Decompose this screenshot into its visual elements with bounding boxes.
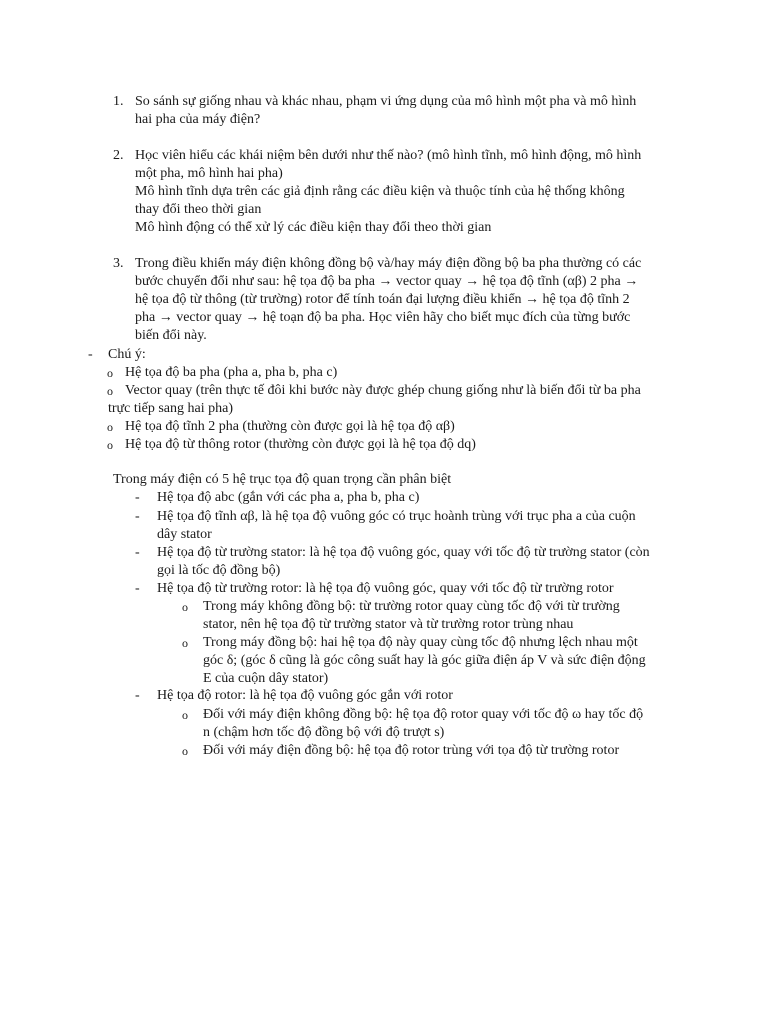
coords-subitem (203, 634, 677, 688)
text-line: Hệ tọa độ từ trường stator: là hệ tọa độ vuông góc, quay với tốc độ từ trường stator (còn (157, 545, 650, 560)
question-text (135, 93, 683, 129)
circle-bullet-icon: o (182, 744, 188, 758)
dash-bullet: - (135, 688, 140, 703)
dash-bullet: - (135, 490, 140, 505)
coords-subitem (203, 598, 677, 634)
circle-bullet-icon: o (107, 384, 113, 398)
note-item: Hệ tọa độ từ thông rotor (thường còn được gọi là hệ tọa độ dq) (125, 437, 476, 452)
circle-bullet-icon: o (107, 420, 113, 434)
text-line: Vector quay (trên thực tế đôi khi bước này được ghép chung giống như là biến đổi từ ba pha (125, 383, 641, 398)
text-line: hệ tọa độ từ thông (từ trường) rotor để tính toán đại lượng điều khiển → hệ tọa độ tĩnh 2 (135, 292, 630, 307)
text-line: bước chuyển đổi như sau: hệ tọa độ ba pha → vector quay → hệ tọa độ tĩnh (αβ) 2 pha → (135, 274, 639, 289)
text-line: stator, nên hệ tọa độ từ trường stator và từ trường rotor trùng nhau (203, 617, 574, 632)
text-line: góc δ; (góc δ cũng là góc công suất hay là góc giữa điện áp V và sức điện động (203, 653, 646, 668)
text-line: Mô hình tĩnh dựa trên các giả định rằng các điều kiện và thuộc tính của hệ thống không (135, 184, 625, 199)
circle-bullet-icon: o (182, 600, 188, 614)
coords-item: Hệ tọa độ abc (gắn với các pha a, pha b, pha c) (157, 490, 420, 505)
question-text (135, 147, 683, 237)
dash-bullet: - (135, 509, 140, 524)
note-item: Hệ tọa độ ba pha (pha a, pha b, pha c) (125, 365, 338, 380)
coords-item: Hệ tọa độ rotor: là hệ tọa độ vuông góc gắn với rotor (157, 688, 453, 703)
text-line: gọi là tốc độ đồng bộ) (157, 563, 281, 578)
text-line: Hệ tọa độ tĩnh αβ, là hệ tọa độ vuông góc có trục hoành trùng với trục pha a của cuộn (157, 509, 636, 524)
text-line: biến đổi này. (135, 328, 207, 343)
question-text (135, 255, 683, 345)
coords-item (157, 544, 691, 580)
dash-bullet: - (135, 581, 140, 596)
coords-intro: Trong máy điện có 5 hệ trục tọa độ quan trọng cần phân biệt (113, 472, 452, 487)
text-line: hai pha của máy điện? (135, 112, 261, 127)
text-line: Trong máy đồng bộ: hai hệ tọa độ này quay cùng tốc độ nhưng lệch nhau một (203, 635, 638, 650)
text-line: Mô hình động có thể xử lý các điều kiện thay đổi theo thời gian (135, 220, 492, 235)
text-line: n (chậm hơn tốc độ đồng bộ với độ trượt s) (203, 725, 445, 740)
question-number: 1. (113, 94, 124, 109)
text-line: Đối với máy điện không đồng bộ: hệ tọa độ rotor quay với tốc độ ω hay tốc độ (203, 707, 644, 722)
text-line: dây stator (157, 527, 212, 542)
circle-bullet-icon: o (182, 636, 188, 650)
note-item (108, 382, 680, 418)
text-line: pha → vector quay → hệ toạn độ ba pha. Học viên hãy cho biết mục đích của từng bước (135, 310, 631, 325)
question-number: 3. (113, 256, 124, 271)
circle-bullet-icon: o (182, 708, 188, 722)
text-line: E của cuộn dây stator) (203, 671, 329, 686)
circle-bullet-icon: o (107, 438, 113, 452)
dash-bullet: - (88, 347, 93, 362)
coords-subitem (203, 706, 677, 742)
note-label: Chú ý: (108, 347, 146, 362)
text-line: một pha, mô hình hai pha) (135, 166, 283, 181)
text-line: Trong máy không đồng bộ: từ trường rotor quay cùng tốc độ với từ trường (203, 599, 620, 614)
text-line: So sánh sự giống nhau và khác nhau, phạm vi ứng dụng của mô hình một pha và mô hình (135, 94, 637, 109)
dash-bullet: - (135, 545, 140, 560)
note-item: Hệ tọa độ tĩnh 2 pha (thường còn được gọi là hệ tọa độ αβ) (125, 419, 455, 434)
coords-item (157, 508, 691, 544)
text-line: Học viên hiểu các khái niệm bên dưới như thế nào? (mô hình tĩnh, mô hình động, mô hình (135, 148, 642, 163)
text-line: trực tiếp sang hai pha) (108, 401, 233, 416)
text-line: Trong điều khiển máy điện không đồng bộ và/hay máy điện đồng bộ ba pha thường có các (135, 256, 642, 271)
question-number: 2. (113, 148, 124, 163)
circle-bullet-icon: o (107, 366, 113, 380)
text-line: thay đổi theo thời gian (135, 202, 262, 217)
coords-item: Hệ tọa độ từ trường rotor: là hệ tọa độ vuông góc, quay với tốc độ từ trường rotor (157, 581, 614, 596)
coords-subitem: Đối với máy điện đồng bộ: hệ tọa độ rotor trùng với tọa độ từ trường rotor (203, 743, 620, 758)
